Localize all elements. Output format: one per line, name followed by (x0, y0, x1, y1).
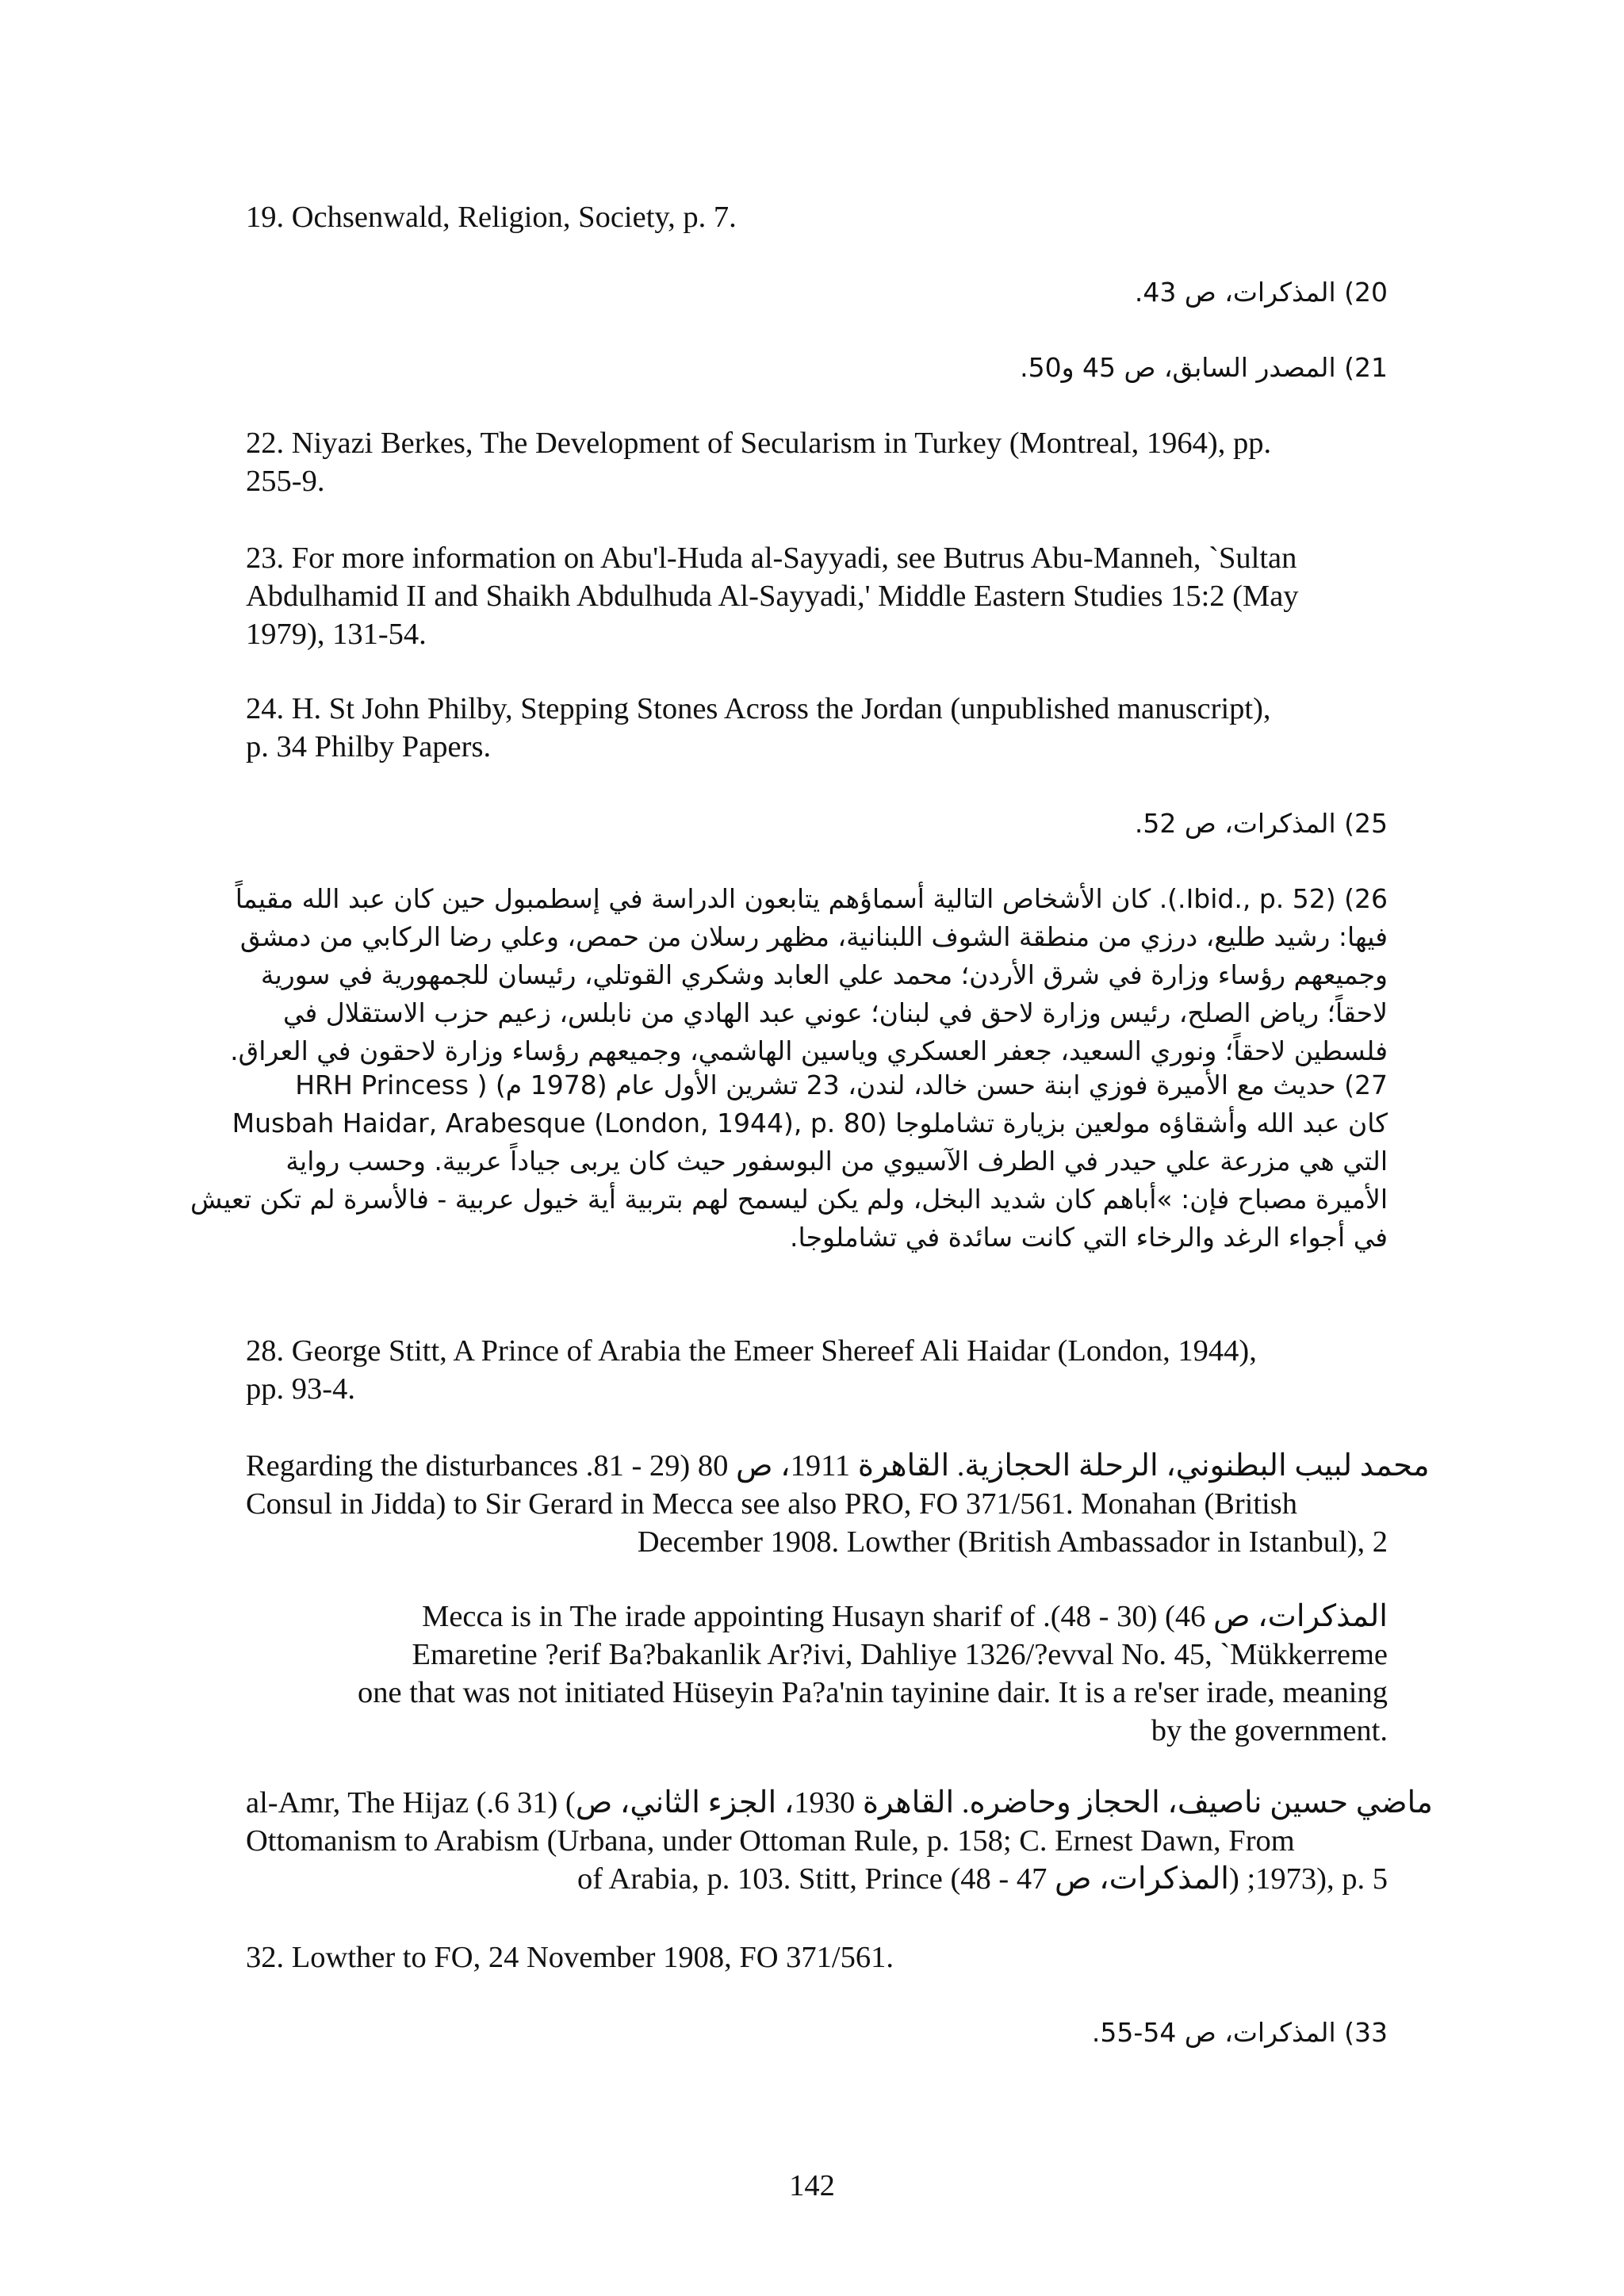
endnote-32-line-1: 32. Lowther to FO, 24 November 1908, FO 371/561. (246, 1941, 894, 1974)
endnote-25 (246, 805, 1388, 843)
endnote-29-line-3: December 1908. Lowther (British Ambassador in Istanbul), 2 (637, 1525, 1388, 1559)
endnote-23-line-3: 1979), 131-54. (246, 618, 427, 651)
endnote-23 (246, 539, 1388, 653)
endnote-30-line-3: one that was not initiated Hüseyin Pa?a'nin tayinine dair. It is a re'ser irade, meaning (358, 1676, 1388, 1709)
endnote-20 (246, 274, 1388, 312)
endnote-24-line-2: p. 34 Philby Papers. (246, 730, 492, 763)
endnote-19-line-1: 19. Ochsenwald, Religion, Society, p. 7. (246, 201, 737, 234)
endnote-22-line-2: 255-9. (246, 465, 325, 498)
endnote-27-line-1: 27) حديث مع الأميرة فوزي ابنة حسن خالد، لندن، 23 تشرين الأول عام (1978 م) ( HRH Princess (295, 1070, 1388, 1100)
endnote-21-line-1: 21) المصدر السابق، ص 45 و50. (1020, 352, 1388, 383)
endnote-31-line-3: of Arabia, p. 103. Stitt, Prince (48 - 47 المذكرات، ص) ;1973), p. 5 (576, 1862, 1388, 1896)
endnote-24 (246, 690, 1388, 766)
endnote-26-line-5: فلسطين لاحقاً؛ ونوري السعيد، جعفر العسكري وياسين الهاشمي، وجميعهم رؤساء وزارة لاحقون في العراق. (230, 1035, 1388, 1066)
endnote-31 (246, 1784, 1433, 1898)
endnote-26 (230, 880, 1388, 1070)
page-number: 142 (789, 2169, 835, 2202)
endnote-30 (246, 1598, 1388, 1750)
endnote-21 (246, 349, 1388, 387)
endnote-32 (246, 1938, 1388, 1976)
endnote-25-line-1: 25) المذكرات، ص 52. (1134, 808, 1388, 839)
endnote-29-line-2: Consul in Jidda) to Sir Gerard in Mecca see also PRO, FO 371/561. Monahan (British (246, 1487, 1297, 1521)
endnote-28-line-2: pp. 93-4. (246, 1372, 355, 1406)
endnote-27-line-5: في أجواء الرغد والرخاء التي كانت سائدة في تشاملوجا. (790, 1222, 1388, 1253)
endnote-27-line-4: الأميرة مصباح فإن: »أباهم كان شديد البخل، ولم يكن ليسمح لهم بتربية أية خيول عربية - فالأسرة لم تكن تعيش (190, 1184, 1388, 1215)
endnote-31-line-2: Ottomanism to Arabism (Urbana, under Ottoman Rule, p. 158; C. Ernest Dawn, From (246, 1824, 1295, 1858)
endnote-29-line-1: Regarding the disturbances .81 - 29) محمد لبيب البطنوني، الرحلة الحجازية. القاهرة 1911، ص 80 (246, 1449, 1430, 1483)
endnote-27 (190, 1066, 1388, 1257)
endnote-26-line-1: 26) (Ibid., p. 52.). كان الأشخاص التالية أسماؤهم يتابعون الدراسة في إسطمبول حين كان عبد الله مقيماً (235, 883, 1388, 914)
endnote-30-line-4: by the government. (1151, 1714, 1388, 1747)
endnote-26-line-3: وجميعهم رؤساء وزارة في شرق الأردن؛ محمد علي العابد وشكري القوتلي، رئيسان للجمهورية في سورية (260, 959, 1388, 990)
endnote-20-line-1: 20) المذكرات، ص 43. (1134, 277, 1388, 308)
endnote-33 (246, 2014, 1388, 2052)
endnote-22 (246, 424, 1388, 500)
endnote-22-line-1: 22. Niyazi Berkes, The Development of Secularism in Turkey (Montreal, 1964), pp. (246, 427, 1272, 460)
endnote-24-line-1: 24. H. St John Philby, Stepping Stones Across the Jordan (unpublished manuscript), (246, 692, 1271, 725)
endnote-26-line-2: فيها: رشيد طليع، درزي من منطقة الشوف اللبنانية، مظهر رسلان من حمص، وعلي رضا الركابي من دمشق (239, 921, 1388, 952)
endnote-27-line-2: كان عبد الله وأشقاؤه مولعين بزيارة تشاملوجا (Musbah Haidar, Arabesque (London, 1944), p. 80 (232, 1108, 1388, 1138)
endnote-23-line-1: 23. For more information on Abu'l-Huda al-Sayyadi, see Butrus Abu-Manneh, `Sultan (246, 541, 1297, 575)
endnote-19 (246, 198, 1388, 236)
endnote-29 (246, 1447, 1430, 1561)
endnote-27-line-3: التي هي مزرعة علي حيدر في الطرف الآسيوي من البوسفور حيث كان يربى جياداً عربية. وحسب رواية (285, 1146, 1388, 1177)
endnote-31-line-1: al-Amr, The Hijaz (.6 31) (ماضي حسين ناصيف، الحجاز وحاضره. القاهرة 1930، الجزء الثاني، ص (246, 1786, 1433, 1820)
endnote-28 (246, 1332, 1388, 1408)
endnote-23-line-2: Abdulhamid II and Shaikh Abdulhuda Al-Sayyadi,' Middle Eastern Studies 15:2 (May (246, 580, 1299, 613)
endnote-30-line-1: Mecca is in The irade appointing Husayn sharif of .(48 - 30) (المذكرات، ص 46 (422, 1600, 1388, 1633)
endnote-30-line-2: Emaretine ?erif Ba?bakanlik Ar?ivi, Dahliye 1326/?evval No. 45, `Mükkerreme (412, 1638, 1388, 1671)
endnote-33-line-1: 33) المذكرات، ص 54-55. (1091, 2017, 1388, 2048)
endnote-26-line-4: لاحقاً؛ رياض الصلح، رئيس وزارة لاحق في لبنان؛ عوني عبد الهادي من نابلس، زعيم حزب الاستقلال في (282, 997, 1388, 1028)
endnote-28-line-1: 28. George Stitt, A Prince of Arabia the Emeer Shereef Ali Haidar (London, 1944), (246, 1334, 1257, 1368)
